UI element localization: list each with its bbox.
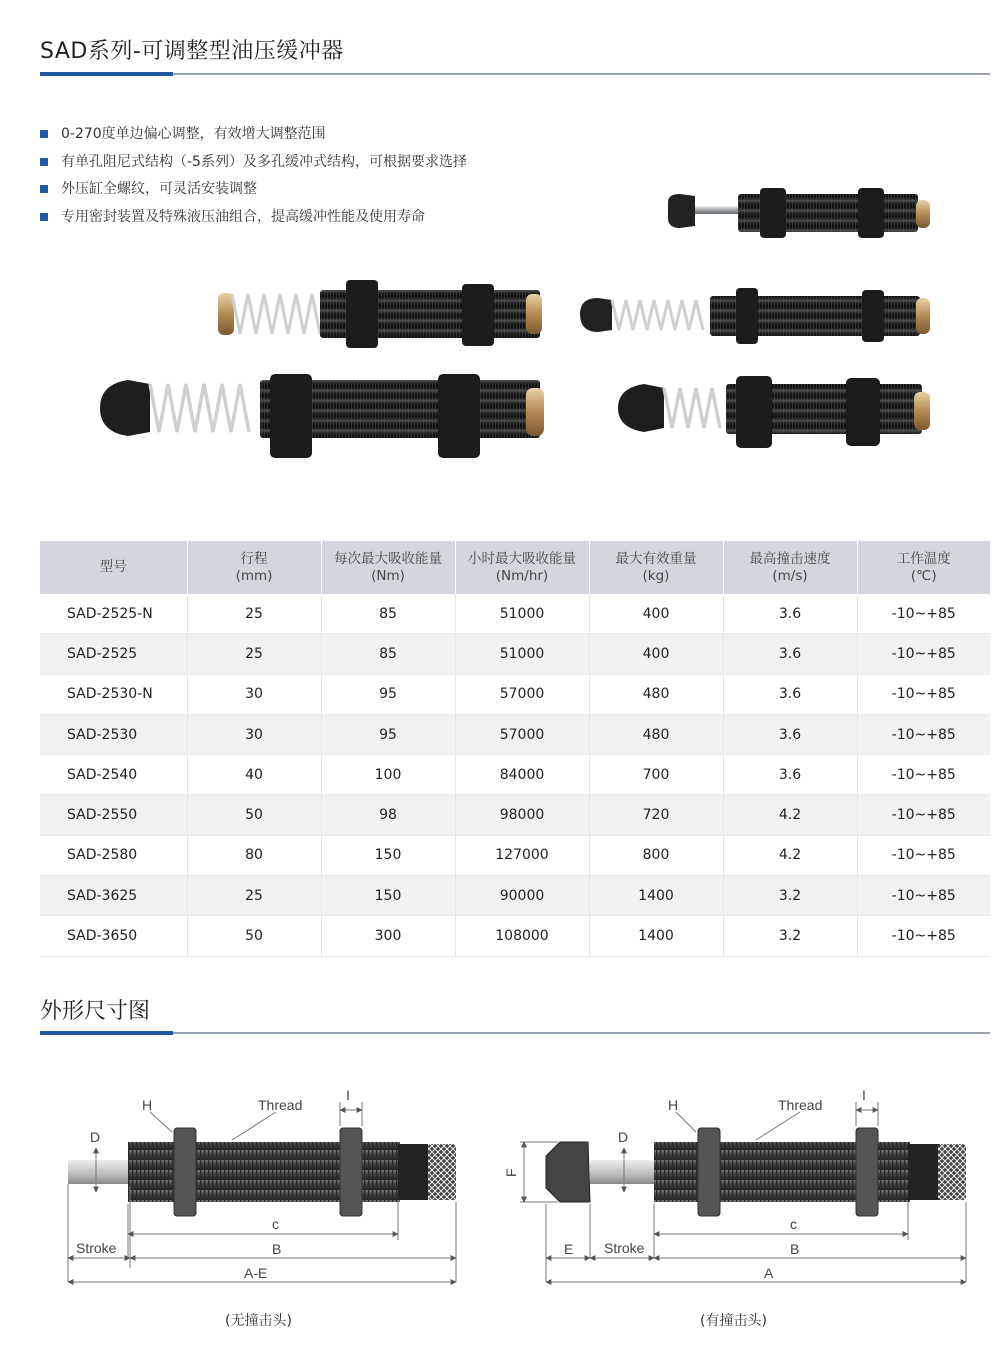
table-header-row (40, 541, 990, 594)
product-photo (100, 374, 544, 458)
label-d: D (618, 1129, 629, 1145)
label-h: H (668, 1097, 679, 1113)
column-header: 最大有效重量 (kg) (589, 541, 723, 594)
caption-with-striker: (有撞击头) (700, 1313, 767, 1329)
table-cell: 127000 (455, 835, 589, 875)
product-photo (218, 280, 542, 348)
table-cell: 51000 (455, 634, 589, 674)
label-total: A (764, 1265, 774, 1281)
model-cell: SAD-2530-N (40, 674, 187, 714)
label-i: I (862, 1087, 866, 1103)
label-c: c (790, 1216, 797, 1232)
spec-table (40, 541, 990, 957)
label-c: c (272, 1216, 279, 1232)
table-cell: 800 (589, 835, 723, 875)
section-title: 外形尺寸图 (40, 999, 151, 1024)
column-header: 小时最大吸收能量 (Nm/hr) (455, 541, 589, 594)
dimension-drawings (0, 1080, 1000, 1350)
table-cell: 3.2 (723, 876, 857, 916)
table-row (40, 634, 990, 674)
table-cell: -10~+85 (857, 916, 990, 956)
table-cell: 50 (187, 916, 321, 956)
label-b: B (272, 1241, 282, 1257)
table-cell: 85 (321, 634, 455, 674)
table-cell: 3.2 (723, 916, 857, 956)
table-cell: 3.6 (723, 714, 857, 754)
table-cell: 100 (321, 755, 455, 795)
feature-item: 专用密封装置及特殊液压油组合，提高缓冲性能及使用寿命 (40, 208, 467, 236)
table-cell: 57000 (455, 714, 589, 754)
table-row (40, 876, 990, 916)
table-row (40, 755, 990, 795)
table-cell: 3.6 (723, 674, 857, 714)
model-cell: SAD-2580 (40, 835, 187, 875)
column-header: 型号 (40, 541, 187, 594)
table-cell: -10~+85 (857, 755, 990, 795)
table-cell: -10~+85 (857, 714, 990, 754)
model-cell: SAD-2530 (40, 714, 187, 754)
feature-item: 外压缸全螺纹，可灵活安装调整 (40, 180, 467, 208)
bullet-square-icon (40, 158, 48, 166)
table-cell: 720 (589, 795, 723, 835)
table-cell: 98 (321, 795, 455, 835)
table-cell: 25 (187, 876, 321, 916)
table-cell: 57000 (455, 674, 589, 714)
table-cell: 1400 (589, 916, 723, 956)
label-d: D (90, 1129, 101, 1145)
table-cell: 95 (321, 714, 455, 754)
table-cell: 30 (187, 674, 321, 714)
model-cell: SAD-2525 (40, 634, 187, 674)
table-cell: 84000 (455, 755, 589, 795)
table-cell: 51000 (455, 594, 589, 634)
column-header: 行程 (mm) (187, 541, 321, 594)
label-i: I (346, 1087, 350, 1103)
table-cell: 3.6 (723, 634, 857, 674)
table-row (40, 674, 990, 714)
drawing-with-striker (503, 1087, 966, 1282)
table-cell: -10~+85 (857, 795, 990, 835)
table-cell: 480 (589, 674, 723, 714)
table-cell: 25 (187, 594, 321, 634)
title-divider (40, 73, 990, 75)
label-thread: Thread (778, 1097, 823, 1113)
table-cell: 300 (321, 916, 455, 956)
model-cell: SAD-2540 (40, 755, 187, 795)
table-cell: 700 (589, 755, 723, 795)
product-photo (580, 288, 930, 344)
table-cell: 480 (589, 714, 723, 754)
table-cell: 40 (187, 755, 321, 795)
table-cell: 50 (187, 795, 321, 835)
bullet-square-icon (40, 130, 48, 138)
model-cell: SAD-3650 (40, 916, 187, 956)
model-cell: SAD-2525-N (40, 594, 187, 634)
product-photos (0, 170, 1000, 500)
label-e: E (564, 1241, 574, 1257)
table-cell: 90000 (455, 876, 589, 916)
table-cell: 25 (187, 634, 321, 674)
table-cell: 85 (321, 594, 455, 634)
table-row (40, 795, 990, 835)
table-cell: 3.6 (723, 594, 857, 634)
table-cell: -10~+85 (857, 674, 990, 714)
column-header: 最高撞击速度 (m/s) (723, 541, 857, 594)
table-cell: 108000 (455, 916, 589, 956)
label-f: F (503, 1168, 519, 1177)
table-row (40, 714, 990, 754)
table-cell: -10~+85 (857, 594, 990, 634)
column-header: 工作温度 (℃) (857, 541, 990, 594)
label-h: H (142, 1097, 153, 1113)
model-cell: SAD-3625 (40, 876, 187, 916)
table-cell: 150 (321, 876, 455, 916)
label-stroke: Stroke (76, 1240, 117, 1256)
label-thread: Thread (258, 1097, 303, 1113)
table-row (40, 835, 990, 875)
label-total: A-E (244, 1265, 268, 1281)
table-cell: -10~+85 (857, 634, 990, 674)
table-cell: 1400 (589, 876, 723, 916)
table-cell: 98000 (455, 795, 589, 835)
caption-without-striker: (无撞击头) (225, 1313, 292, 1329)
drawing-without-striker (68, 1087, 456, 1282)
table-row (40, 916, 990, 956)
table-cell: 3.6 (723, 755, 857, 795)
page-title: SAD系列-可调整型油压缓冲器 (40, 39, 344, 64)
table-cell: 30 (187, 714, 321, 754)
column-header: 每次最大吸收能量 (Nm) (321, 541, 455, 594)
table-row (40, 594, 990, 634)
table-cell: 400 (589, 594, 723, 634)
feature-item: 有单孔阻尼式结构（-5系列）及多孔缓冲式结构，可根据要求选择 (40, 153, 467, 181)
table-cell: -10~+85 (857, 876, 990, 916)
table-cell: 400 (589, 634, 723, 674)
product-photo (618, 376, 930, 448)
feature-item: 0-270度单边偏心调整，有效增大调整范围 (40, 125, 467, 153)
table-cell: 150 (321, 835, 455, 875)
section-divider (40, 1032, 990, 1034)
table-cell: 4.2 (723, 795, 857, 835)
table-cell: 95 (321, 674, 455, 714)
label-b: B (790, 1241, 800, 1257)
table-cell: -10~+85 (857, 835, 990, 875)
label-stroke: Stroke (604, 1240, 645, 1256)
table-cell: 80 (187, 835, 321, 875)
product-photo (668, 188, 930, 238)
table-cell: 4.2 (723, 835, 857, 875)
model-cell: SAD-2550 (40, 795, 187, 835)
